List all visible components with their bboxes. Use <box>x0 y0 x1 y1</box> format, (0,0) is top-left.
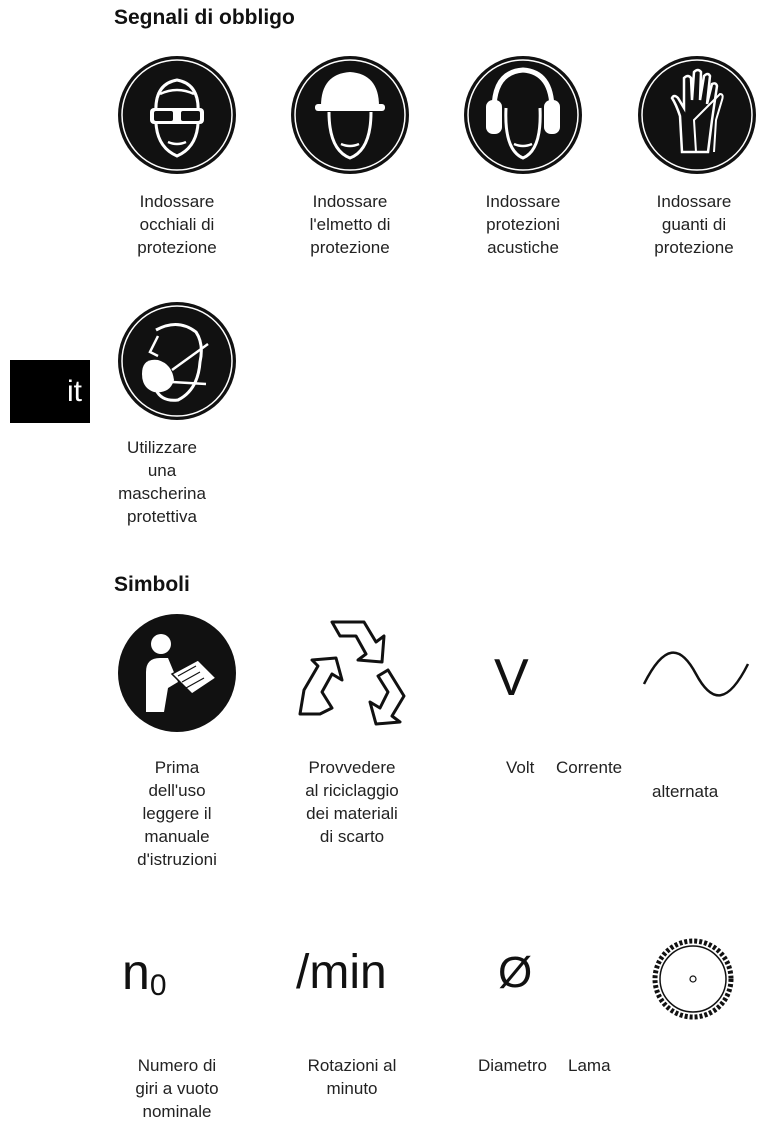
caption-diameter: Diametro <box>478 1056 547 1075</box>
language-tab-label: it <box>67 374 82 408</box>
alternating-current-icon <box>640 650 752 700</box>
caption-no-load-speed: Numero di giri a vuoto nominale <box>135 1056 219 1121</box>
caption-ear-protection: Indossare protezioni acustiche <box>485 192 561 257</box>
caption-alternating-current-2: alternata <box>652 782 719 801</box>
section-title-symbols: Simboli <box>114 573 190 596</box>
no-load-speed-symbol: $n_0$ <box>122 944 167 1002</box>
hard-hat-icon <box>289 54 411 176</box>
caption-rpm: Rotazioni al minuto <box>307 1056 397 1098</box>
diameter-symbol: Ø <box>498 948 533 997</box>
protective-gloves-icon <box>636 54 758 176</box>
section-title-mandatory: Segnali di obbligo <box>114 6 295 29</box>
safety-goggles-icon <box>116 54 238 176</box>
caption-volt: Volt <box>506 758 535 777</box>
volt-symbol: V <box>494 649 529 707</box>
read-manual-icon <box>116 612 238 734</box>
dust-mask-icon <box>116 300 238 422</box>
language-tab <box>10 360 90 423</box>
rpm-symbol: /min <box>296 946 387 999</box>
caption-dust-mask: Utilizzare una mascherina protettiva <box>118 438 206 526</box>
caption-blade: Lama <box>568 1056 611 1075</box>
ear-protection-icon <box>462 54 584 176</box>
saw-blade-icon <box>652 938 734 1020</box>
caption-read-manual: Prima dell'uso leggere il manuale d'istruzioni <box>137 758 217 869</box>
caption-alternating-current-1: Corrente <box>556 758 623 777</box>
caption-protective-gloves: Indossare guanti di protezione <box>654 192 734 257</box>
recycle-icon <box>292 614 412 726</box>
caption-hard-hat: Indossare l'elmetto di protezione <box>309 192 391 257</box>
caption-recycle: Provvedere al riciclaggio dei materiali di scarto <box>305 758 399 846</box>
caption-safety-goggles: Indossare occhiali di protezione <box>137 192 217 257</box>
